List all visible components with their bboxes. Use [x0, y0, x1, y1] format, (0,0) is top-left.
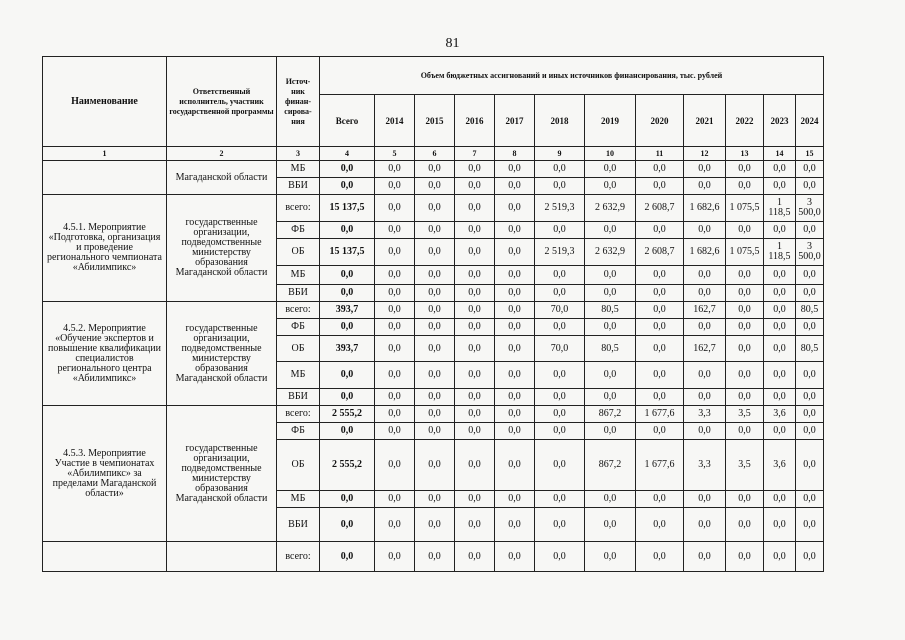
value-cell: 0,0 [495, 362, 535, 389]
value-cell: 0,0 [796, 423, 824, 440]
responsible-cell: Магаданской области [167, 161, 277, 195]
total-cell: 393,7 [320, 336, 375, 362]
value-cell: 0,0 [636, 362, 684, 389]
total-cell: 393,7 [320, 302, 375, 319]
header-responsible: Ответственный исполнитель, участник государственной программы [167, 57, 277, 147]
total-cell: 0,0 [320, 319, 375, 336]
value-cell: 0,0 [636, 285, 684, 302]
value-cell: 0,0 [764, 266, 796, 285]
value-cell: 1 677,6 [636, 406, 684, 423]
value-cell: 0,0 [636, 178, 684, 195]
source-cell: ФБ [277, 423, 320, 440]
value-cell: 3,5 [726, 406, 764, 423]
value-cell: 0,0 [684, 508, 726, 542]
activity-name-cell: 4.5.1. Мероприятие «Подготовка, организация и проведение регионального чемпионата «Абилимпикс» [43, 195, 167, 302]
value-cell: 0,0 [764, 508, 796, 542]
header-year: 2023 [764, 95, 796, 147]
value-cell: 0,0 [636, 491, 684, 508]
value-cell: 0,0 [585, 389, 636, 406]
value-cell: 0,0 [375, 178, 415, 195]
value-cell: 0,0 [726, 491, 764, 508]
column-number: 10 [585, 147, 636, 161]
value-cell: 0,0 [495, 440, 535, 491]
source-cell: ВБИ [277, 389, 320, 406]
value-cell: 0,0 [415, 195, 455, 222]
value-cell: 0,0 [455, 336, 495, 362]
value-cell: 0,0 [375, 302, 415, 319]
value-cell: 0,0 [764, 302, 796, 319]
value-cell: 0,0 [495, 319, 535, 336]
value-cell: 2 608,7 [636, 195, 684, 222]
value-cell: 0,0 [796, 508, 824, 542]
total-cell: 0,0 [320, 491, 375, 508]
value-cell: 0,0 [535, 542, 585, 572]
source-cell: ОБ [277, 239, 320, 266]
value-cell: 0,0 [415, 362, 455, 389]
value-cell: 70,0 [535, 302, 585, 319]
value-cell: 0,0 [415, 440, 455, 491]
column-number: 14 [764, 147, 796, 161]
header-year: 2022 [726, 95, 764, 147]
value-cell: 0,0 [726, 336, 764, 362]
value-cell: 0,0 [636, 336, 684, 362]
value-cell: 0,0 [535, 508, 585, 542]
source-cell: ВБИ [277, 508, 320, 542]
value-cell: 1 677,6 [636, 440, 684, 491]
total-cell: 15 137,5 [320, 239, 375, 266]
value-cell: 0,0 [455, 440, 495, 491]
value-cell: 0,0 [535, 389, 585, 406]
value-cell: 3,6 [764, 406, 796, 423]
value-cell: 162,7 [684, 336, 726, 362]
value-cell: 0,0 [796, 222, 824, 239]
responsible-cell: государственные организации, подведомственные министерству образования Магаданской области [167, 406, 277, 542]
value-cell: 0,0 [726, 362, 764, 389]
value-cell: 0,0 [684, 319, 726, 336]
header-year: 2024 [796, 95, 824, 147]
value-cell: 0,0 [535, 362, 585, 389]
total-cell: 0,0 [320, 222, 375, 239]
page-number: 81 [445, 36, 460, 51]
value-cell: 0,0 [585, 542, 636, 572]
value-cell: 0,0 [636, 423, 684, 440]
value-cell: 0,0 [585, 423, 636, 440]
value-cell: 0,0 [764, 362, 796, 389]
header-year: 2018 [535, 95, 585, 147]
value-cell: 0,0 [375, 491, 415, 508]
value-cell: 0,0 [455, 319, 495, 336]
value-cell: 0,0 [495, 406, 535, 423]
column-number: 3 [277, 147, 320, 161]
value-cell: 0,0 [726, 222, 764, 239]
value-cell: 3 500,0 [796, 195, 824, 222]
value-cell: 0,0 [764, 423, 796, 440]
header-year: 2020 [636, 95, 684, 147]
header-year: 2015 [415, 95, 455, 147]
total-cell: 0,0 [320, 423, 375, 440]
value-cell: 0,0 [455, 491, 495, 508]
column-number: 5 [375, 147, 415, 161]
value-cell: 0,0 [495, 195, 535, 222]
value-cell: 1 682,6 [684, 239, 726, 266]
source-cell: всего: [277, 542, 320, 572]
table-row [43, 195, 824, 222]
value-cell: 3,5 [726, 440, 764, 491]
header-volume: Объем бюджетных ассигнований и иных источников финансирования, тыс. рублей [320, 57, 824, 95]
source-cell: всего: [277, 302, 320, 319]
total-cell: 0,0 [320, 178, 375, 195]
value-cell: 0,0 [535, 178, 585, 195]
value-cell: 1 118,5 [764, 239, 796, 266]
value-cell: 0,0 [455, 222, 495, 239]
value-cell: 0,0 [375, 239, 415, 266]
value-cell: 3,6 [764, 440, 796, 491]
table-row [43, 542, 824, 572]
value-cell: 0,0 [636, 161, 684, 178]
source-cell: ФБ [277, 222, 320, 239]
source-cell: МБ [277, 362, 320, 389]
value-cell: 0,0 [455, 178, 495, 195]
value-cell: 0,0 [415, 336, 455, 362]
value-cell: 0,0 [375, 440, 415, 491]
value-cell: 0,0 [535, 319, 585, 336]
header-source: Источ-ник финан-сирова-ния [277, 57, 320, 147]
value-cell: 0,0 [636, 389, 684, 406]
value-cell: 0,0 [796, 389, 824, 406]
value-cell: 0,0 [455, 406, 495, 423]
column-number: 4 [320, 147, 375, 161]
value-cell: 0,0 [764, 285, 796, 302]
value-cell: 0,0 [455, 508, 495, 542]
value-cell: 162,7 [684, 302, 726, 319]
value-cell: 0,0 [684, 491, 726, 508]
value-cell: 0,0 [495, 285, 535, 302]
activity-name-cell: 4.5.2. Мероприятие «Обучение экспертов и повышение квалификации специалистов регионального центра «Абилимпикс» [43, 302, 167, 406]
value-cell: 0,0 [585, 362, 636, 389]
value-cell: 0,0 [495, 239, 535, 266]
column-number: 6 [415, 147, 455, 161]
value-cell: 0,0 [726, 423, 764, 440]
value-cell: 0,0 [455, 239, 495, 266]
header-year: 2021 [684, 95, 726, 147]
table-row [43, 161, 824, 178]
value-cell: 0,0 [535, 406, 585, 423]
value-cell: 0,0 [585, 266, 636, 285]
value-cell: 0,0 [375, 508, 415, 542]
value-cell: 0,0 [535, 222, 585, 239]
value-cell: 0,0 [796, 406, 824, 423]
source-cell: ФБ [277, 319, 320, 336]
total-cell: 2 555,2 [320, 406, 375, 423]
value-cell: 0,0 [726, 302, 764, 319]
value-cell: 0,0 [726, 389, 764, 406]
value-cell: 1 682,6 [684, 195, 726, 222]
value-cell: 0,0 [415, 491, 455, 508]
column-number: 15 [796, 147, 824, 161]
responsible-cell [167, 542, 277, 572]
column-number: 13 [726, 147, 764, 161]
value-cell: 0,0 [495, 542, 535, 572]
value-cell: 0,0 [764, 161, 796, 178]
value-cell: 0,0 [796, 161, 824, 178]
source-cell: ВБИ [277, 178, 320, 195]
value-cell: 2 608,7 [636, 239, 684, 266]
value-cell: 0,0 [684, 362, 726, 389]
value-cell: 1 075,5 [726, 239, 764, 266]
value-cell: 0,0 [535, 285, 585, 302]
value-cell: 0,0 [796, 491, 824, 508]
column-number: 1 [43, 147, 167, 161]
value-cell: 0,0 [684, 266, 726, 285]
value-cell: 3,3 [684, 440, 726, 491]
value-cell: 0,0 [636, 302, 684, 319]
value-cell: 0,0 [455, 302, 495, 319]
value-cell: 0,0 [415, 285, 455, 302]
value-cell: 0,0 [495, 389, 535, 406]
value-cell: 0,0 [726, 285, 764, 302]
value-cell: 0,0 [684, 423, 726, 440]
value-cell: 867,2 [585, 406, 636, 423]
value-cell: 867,2 [585, 440, 636, 491]
value-cell: 0,0 [415, 423, 455, 440]
value-cell: 0,0 [495, 178, 535, 195]
value-cell: 0,0 [535, 161, 585, 178]
column-number: 11 [636, 147, 684, 161]
source-cell: ОБ [277, 336, 320, 362]
value-cell: 0,0 [535, 440, 585, 491]
value-cell: 0,0 [764, 389, 796, 406]
value-cell: 0,0 [796, 362, 824, 389]
value-cell: 0,0 [684, 178, 726, 195]
value-cell: 0,0 [415, 389, 455, 406]
value-cell: 0,0 [415, 178, 455, 195]
value-cell: 0,0 [764, 491, 796, 508]
value-cell: 0,0 [684, 161, 726, 178]
activity-name-cell [43, 161, 167, 195]
value-cell: 0,0 [585, 491, 636, 508]
column-number: 8 [495, 147, 535, 161]
value-cell: 3,3 [684, 406, 726, 423]
value-cell: 0,0 [585, 178, 636, 195]
value-cell: 0,0 [455, 423, 495, 440]
value-cell: 0,0 [415, 239, 455, 266]
budget-table [42, 56, 824, 572]
header-year: 2016 [455, 95, 495, 147]
header-year: 2014 [375, 95, 415, 147]
activity-name-cell [43, 542, 167, 572]
source-cell: МБ [277, 491, 320, 508]
value-cell: 0,0 [636, 319, 684, 336]
value-cell: 0,0 [495, 336, 535, 362]
value-cell: 0,0 [684, 222, 726, 239]
total-cell: 0,0 [320, 362, 375, 389]
value-cell: 80,5 [796, 336, 824, 362]
total-cell: 0,0 [320, 266, 375, 285]
value-cell: 0,0 [375, 542, 415, 572]
value-cell: 0,0 [415, 266, 455, 285]
value-cell: 0,0 [535, 491, 585, 508]
value-cell: 0,0 [726, 161, 764, 178]
value-cell: 70,0 [535, 336, 585, 362]
column-number: 12 [684, 147, 726, 161]
value-cell: 0,0 [415, 508, 455, 542]
value-cell: 0,0 [585, 319, 636, 336]
value-cell: 0,0 [375, 336, 415, 362]
value-cell: 2 632,9 [585, 239, 636, 266]
value-cell: 0,0 [726, 542, 764, 572]
total-cell: 15 137,5 [320, 195, 375, 222]
value-cell: 0,0 [764, 542, 796, 572]
value-cell: 0,0 [495, 161, 535, 178]
header-year: 2019 [585, 95, 636, 147]
value-cell: 0,0 [796, 319, 824, 336]
total-cell: 0,0 [320, 285, 375, 302]
source-cell: МБ [277, 161, 320, 178]
value-cell: 0,0 [415, 542, 455, 572]
value-cell: 0,0 [495, 266, 535, 285]
value-cell: 3 500,0 [796, 239, 824, 266]
value-cell: 0,0 [764, 319, 796, 336]
value-cell: 1 118,5 [764, 195, 796, 222]
column-number: 9 [535, 147, 585, 161]
value-cell: 0,0 [375, 161, 415, 178]
header-year: 2017 [495, 95, 535, 147]
value-cell: 0,0 [726, 508, 764, 542]
value-cell: 2 519,3 [535, 239, 585, 266]
value-cell: 0,0 [585, 222, 636, 239]
value-cell: 0,0 [495, 302, 535, 319]
value-cell: 0,0 [415, 406, 455, 423]
column-number: 2 [167, 147, 277, 161]
value-cell: 0,0 [636, 508, 684, 542]
value-cell: 0,0 [535, 423, 585, 440]
value-cell: 80,5 [585, 302, 636, 319]
value-cell: 0,0 [415, 302, 455, 319]
value-cell: 0,0 [495, 491, 535, 508]
value-cell: 0,0 [375, 195, 415, 222]
value-cell: 0,0 [455, 161, 495, 178]
value-cell: 0,0 [375, 266, 415, 285]
source-cell: ВБИ [277, 285, 320, 302]
value-cell: 0,0 [375, 362, 415, 389]
total-cell: 0,0 [320, 161, 375, 178]
value-cell: 0,0 [684, 285, 726, 302]
value-cell: 0,0 [415, 222, 455, 239]
value-cell: 0,0 [684, 389, 726, 406]
value-cell: 0,0 [415, 319, 455, 336]
value-cell: 80,5 [585, 336, 636, 362]
value-cell: 0,0 [636, 266, 684, 285]
activity-name-cell: 4.5.3. Мероприятие Участие в чемпионатах «Абилимпикс» за пределами Магаданской области» [43, 406, 167, 542]
source-cell: всего: [277, 195, 320, 222]
value-cell: 0,0 [726, 319, 764, 336]
value-cell: 0,0 [796, 266, 824, 285]
value-cell: 0,0 [375, 423, 415, 440]
responsible-cell: государственные организации, подведомственные министерству образования Магаданской области [167, 302, 277, 406]
value-cell: 0,0 [455, 362, 495, 389]
total-cell: 0,0 [320, 542, 375, 572]
table-row [43, 302, 824, 319]
value-cell: 0,0 [764, 222, 796, 239]
value-cell: 0,0 [585, 161, 636, 178]
total-cell: 2 555,2 [320, 440, 375, 491]
source-cell: всего: [277, 406, 320, 423]
value-cell: 0,0 [636, 222, 684, 239]
value-cell: 0,0 [455, 195, 495, 222]
responsible-cell: государственные организации, подведомственные министерству образования Магаданской области [167, 195, 277, 302]
value-cell: 2 519,3 [535, 195, 585, 222]
total-cell: 0,0 [320, 389, 375, 406]
value-cell: 0,0 [764, 336, 796, 362]
value-cell: 0,0 [796, 178, 824, 195]
column-number: 7 [455, 147, 495, 161]
value-cell: 0,0 [455, 266, 495, 285]
value-cell: 0,0 [796, 440, 824, 491]
value-cell: 0,0 [684, 542, 726, 572]
value-cell: 0,0 [375, 406, 415, 423]
value-cell: 0,0 [455, 542, 495, 572]
value-cell: 0,0 [455, 389, 495, 406]
value-cell: 0,0 [375, 319, 415, 336]
value-cell: 0,0 [495, 423, 535, 440]
value-cell: 0,0 [796, 542, 824, 572]
value-cell: 0,0 [375, 285, 415, 302]
total-cell: 0,0 [320, 508, 375, 542]
table-row [43, 406, 824, 423]
header-name: Наименование [43, 57, 167, 147]
header-total: Всего [320, 95, 375, 147]
value-cell: 0,0 [726, 178, 764, 195]
value-cell: 0,0 [495, 508, 535, 542]
value-cell: 0,0 [455, 285, 495, 302]
value-cell: 2 632,9 [585, 195, 636, 222]
value-cell: 0,0 [585, 285, 636, 302]
value-cell: 0,0 [375, 222, 415, 239]
value-cell: 0,0 [415, 161, 455, 178]
value-cell: 0,0 [585, 508, 636, 542]
value-cell: 0,0 [495, 222, 535, 239]
value-cell: 0,0 [535, 266, 585, 285]
value-cell: 0,0 [726, 266, 764, 285]
value-cell: 0,0 [796, 285, 824, 302]
value-cell: 0,0 [375, 389, 415, 406]
source-cell: МБ [277, 266, 320, 285]
value-cell: 0,0 [764, 178, 796, 195]
source-cell: ОБ [277, 440, 320, 491]
value-cell: 1 075,5 [726, 195, 764, 222]
value-cell: 80,5 [796, 302, 824, 319]
value-cell: 0,0 [636, 542, 684, 572]
